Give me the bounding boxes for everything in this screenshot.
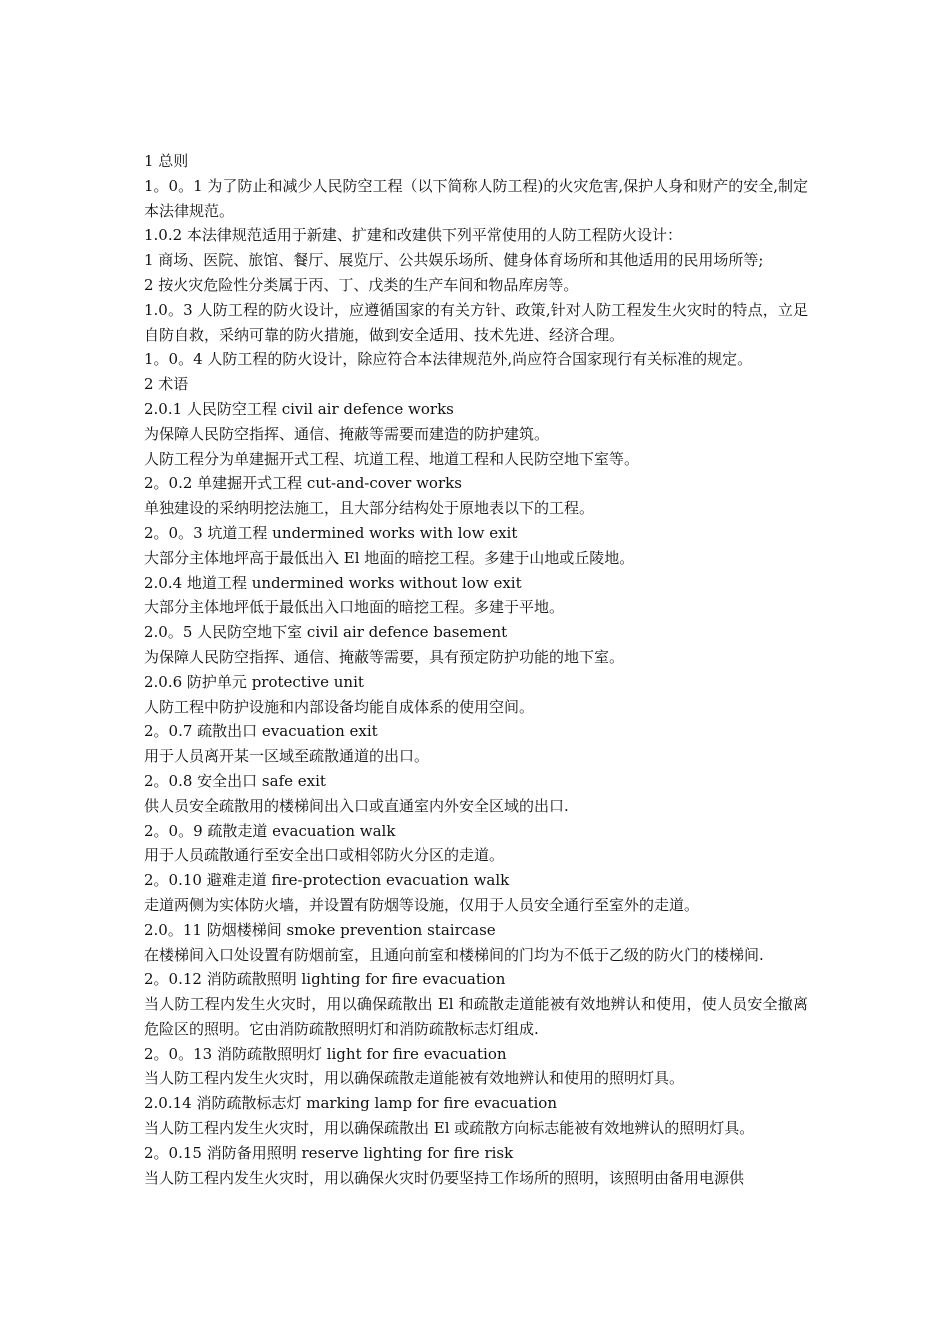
text-paragraph: 2 术语	[144, 375, 189, 394]
text-paragraph: 1.0。3 人防工程的防火设计，应遵循国家的有关方针、政策,针对人防工程发生火灾时的特点，立足自防自救，采纳可靠的防火措施，做到安全适用、技术先进、经济合理。	[144, 300, 808, 344]
text-paragraph: 2。0.7 疏散出口 evacuation exit	[144, 722, 378, 741]
text-paragraph: 2.0.14 消防疏散标志灯 marking lamp for fire evacuation	[144, 1094, 557, 1113]
text-paragraph: 2。0.10 避难走道 fire-protection evacuation walk	[144, 871, 510, 890]
text-paragraph: 2。0。13 消防疏散照明灯 light for fire evacuation	[144, 1044, 507, 1063]
text-paragraph: 人防工程中防护设施和内部设备均能自成体系的使用空间。	[144, 697, 535, 716]
text-paragraph: 2。0。3 坑道工程 undermined works with low exit	[144, 523, 518, 542]
text-paragraph: 走道两侧为实体防火墙，并设置有防烟等设施，仅用于人员安全通行至室外的走道。	[144, 895, 700, 914]
text-paragraph: 1 总则	[144, 152, 189, 170]
text-paragraph: 2.0.1 人民防空工程 civil air defence works	[144, 399, 454, 418]
text-paragraph: 2。0.15 消防备用照明 reserve lighting for fire risk	[144, 1143, 514, 1162]
text-paragraph: 1。0。4 人防工程的防火设计，除应符合本法律规范外,尚应符合国家现行有关标准的规定。	[144, 350, 753, 369]
text-paragraph: 大部分主体地坪高于最低出入 El 地面的暗挖工程。多建于山地或丘陵地。	[144, 548, 635, 567]
text-paragraph: 为保障人民防空指挥、通信、掩蔽等需要而建造的防护建筑。	[144, 424, 550, 443]
text-paragraph: 供人员安全疏散用的楼梯间出入口或直通室内外安全区域的出口.	[144, 796, 569, 815]
text-paragraph: 1.0.2 本法律规范适用于新建、扩建和改建供下列平常使用的人防工程防火设计：	[144, 226, 682, 245]
text-paragraph: 2.0。5 人民防空地下室 civil air defence basement	[144, 623, 508, 642]
text-paragraph: 用于人员疏散通行至安全出口或相邻防火分区的走道。	[144, 846, 505, 865]
text-paragraph: 大部分主体地坪低于最低出入口地面的暗挖工程。多建于平地。	[144, 598, 565, 617]
text-paragraph: 2。0.12 消防疏散照明 lighting for fire evacuation	[144, 970, 506, 989]
text-paragraph: 1 商场、医院、旅馆、餐厅、展览厅、公共娱乐场所、健身体育场所和其他适用的民用场所等;	[144, 251, 764, 270]
text-paragraph: 2.0.6 防护单元 protective unit	[144, 672, 364, 691]
text-paragraph: 1。0。1 为了防止和减少人民防空工程（以下简称人防工程)的火灾危害,保护人身和财产的安全,制定本法律规范。	[144, 176, 808, 220]
text-paragraph: 为保障人民防空指挥、通信、掩蔽等需要，具有预定防护功能的地下室。	[144, 647, 625, 666]
text-paragraph: 在楼梯间入口处设置有防烟前室，且通向前室和楼梯间的门均为不低于乙级的防火门的楼梯间.	[144, 945, 764, 964]
text-paragraph: 2 按火灾危险性分类属于丙、丁、戊类的生产车间和物品库房等。	[144, 275, 579, 294]
text-paragraph: 当人防工程内发生火灾时，用以确保火灾时仍要坚持工作场所的照明，该照明由备用电源供	[144, 1168, 745, 1187]
text-paragraph: 人防工程分为单建掘开式工程、坑道工程、地道工程和人民防空地下室等。	[144, 449, 640, 468]
document-body	[144, 149, 808, 1190]
text-paragraph: 2.0.4 地道工程 undermined works without low exit	[144, 573, 522, 592]
text-paragraph: 2。0.2 单建掘开式工程 cut-and-cover works	[144, 474, 462, 493]
text-paragraph: 用于人员离开某一区域至疏散通道的出口。	[144, 747, 430, 766]
text-paragraph: 当人防工程内发生火灾时，用以确保疏散出 El 和疏散走道能被有效地辨认和使用，使人员安全撤离危险区的照明。它由消防疏散照明灯和消防疏散标志灯组成.	[144, 995, 808, 1038]
text-paragraph: 当人防工程内发生火灾时，用以确保疏散走道能被有效地辨认和使用的照明灯具。	[144, 1069, 685, 1088]
text-paragraph: 2。0.8 安全出口 safe exit	[144, 771, 326, 790]
text-paragraph: 2。0。9 疏散走道 evacuation walk	[144, 821, 396, 840]
text-paragraph: 当人防工程内发生火灾时，用以确保疏散出 El 或疏散方向标志能被有效地辨认的照明灯具。	[144, 1119, 755, 1138]
text-paragraph: 2.0。11 防烟楼梯间 smoke prevention staircase	[144, 920, 496, 939]
text-paragraph: 单独建设的采纳明挖法施工，且大部分结构处于原地表以下的工程。	[144, 499, 595, 518]
